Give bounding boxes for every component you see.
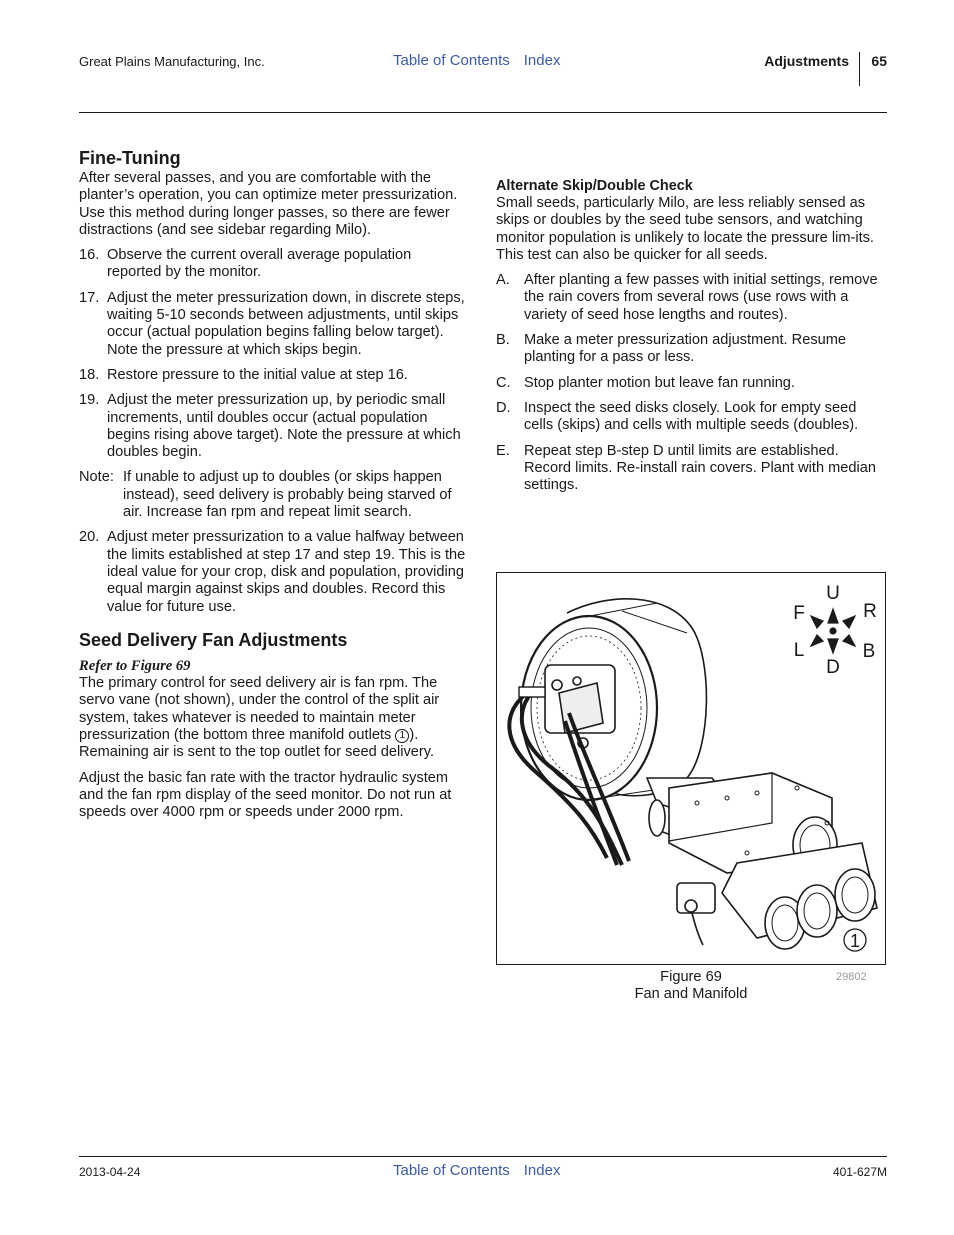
step-letter: D. (496, 399, 511, 416)
step-text: After planting a few passes with initial settings, remove the rain covers from several rows (use rows with a variety of seed hose lengths and routes). (524, 272, 878, 323)
fan-paragraph-1 (79, 675, 469, 761)
note (79, 469, 469, 521)
fan-paragraph-1-b: ). Remaining air is sent to the top outlet for seed delivery. (79, 727, 435, 761)
step-c (496, 375, 888, 392)
section-title: Adjustments (764, 53, 849, 69)
index-link[interactable]: Index (523, 1162, 561, 1179)
step-20 (79, 529, 469, 615)
step-16 (79, 247, 469, 282)
note-text: If unable to adjust up to doubles (or skips happen instead), seed delivery is probably being starved of air. Increase fan rpm and repeat limit search. (123, 469, 452, 521)
step-number: 17. (79, 289, 100, 306)
figure-number: Figure 69 (660, 969, 722, 985)
footer-rule (79, 1156, 887, 1157)
step-text: Adjust the meter pressurization up, by periodic small increments, until doubles occur (actual population begins rising above target). Note the pressure at which doubles begin. (107, 392, 461, 461)
step-text: Inspect the seed disks closely. Look for empty seed cells (skips) and cells with multiple seeds (doubles). (524, 399, 859, 434)
compass-front-label: F (793, 603, 805, 624)
step-number: 18. (79, 366, 100, 383)
step-text: Restore pressure to the initial value at step 16. (107, 366, 408, 383)
document-number: 401-627M (832, 1165, 887, 1179)
header-divider (859, 52, 860, 86)
page-footer (79, 1162, 887, 1186)
step-18 (79, 367, 469, 384)
figure-caption (496, 969, 886, 1004)
fan-paragraph-1-a: The primary control for seed delivery air is fan rpm. The servo vane (not shown), under the control of the split air system, takes whatever is needed to maintain meter pressurization (the bottom three manifold outlets (79, 675, 440, 744)
alternate-intro: Small seeds, particularly Milo, are less reliably sensed as skips or doubles by the seed tube sensors, and watching monitor population is unlikely to locate the pressure lim-its. This test can also be quicker for all seeds. (496, 195, 874, 263)
step-letter: B. (496, 332, 510, 349)
compass-back-label: B (862, 641, 876, 662)
note-label: Note: (79, 469, 114, 486)
compass-up-label: U (826, 583, 840, 604)
figure-image-id: 29802 (836, 971, 867, 983)
page-header (79, 52, 887, 92)
toc-link[interactable]: Table of Contents (393, 52, 510, 69)
step-e (496, 443, 888, 495)
header-rule (79, 112, 887, 113)
figure-69 (496, 572, 886, 965)
fan-paragraph-2: Adjust the basic fan rate with the tractor hydraulic system and the fan rpm display of the seed monitor. Do not run at speeds over 4000 rpm or speeds under 2000 rpm. (79, 769, 452, 821)
step-b (496, 332, 888, 367)
alternate-heading: Alternate Skip/Double Check (496, 178, 693, 194)
compass-rear-label: R (863, 601, 877, 622)
header-nav (393, 52, 574, 69)
step-d (496, 400, 888, 435)
footer-date: 2013-04-24 (79, 1165, 141, 1179)
step-letter: C. (496, 374, 511, 391)
index-link[interactable]: Index (523, 52, 561, 69)
step-letter: E. (496, 442, 510, 459)
company-name: Great Plains Manufacturing, Inc. (79, 54, 265, 69)
step-letter: A. (496, 272, 510, 289)
figure-reference: Refer to Figure 69 (79, 657, 191, 674)
fan-manifold-illustration (497, 573, 885, 964)
callout-1-icon: 1 (395, 729, 409, 743)
step-text: Observe the current overall average population reported by the monitor. (107, 247, 412, 281)
fan-heading: Seed Delivery Fan Adjustments (79, 629, 348, 650)
step-text: Repeat step B-step D until limits are established. Record limits. Re-install rain covers. Plant with median settings. (524, 442, 876, 494)
step-text: Adjust meter pressurization to a value halfway between the limits established at step 17 and step 19. This is the ideal value for your crop, disk and population, providing equal margin against skips and doubles. Record this value for future use. (107, 529, 466, 615)
footer-nav (393, 1162, 574, 1179)
step-text: Adjust the meter pressurization down, in discrete steps, waiting 5-10 seconds between adjustments, until skips occur (actual population begins falling below target). Note the pressure at which skips begin. (107, 289, 465, 358)
figure-title: Fan and Manifold (634, 986, 748, 1003)
step-17 (79, 290, 469, 359)
step-text: Make a meter pressurization adjustment. Resume planting for a pass or less. (524, 332, 847, 366)
compass-down-label: D (826, 657, 840, 678)
fine-tuning-heading: Fine-Tuning (79, 148, 181, 168)
page-number: 65 (871, 53, 887, 69)
step-number: 16. (79, 247, 100, 264)
callout-1-label: 1 (849, 931, 861, 951)
right-column (496, 178, 888, 502)
left-column (79, 146, 469, 830)
step-19 (79, 392, 469, 461)
fine-tuning-intro: After several passes, and you are comfortable with the planter’s operation, you can optimize meter pressurization. Use this method during longer passes, so there are fewer distractions (and see sidebar regarding Milo). (79, 170, 458, 238)
toc-link[interactable]: Table of Contents (393, 1162, 510, 1179)
compass-left-label: L (793, 640, 805, 661)
step-number: 20. (79, 529, 100, 546)
step-a (496, 272, 888, 324)
step-text: Stop planter motion but leave fan running. (524, 374, 795, 391)
step-number: 19. (79, 392, 100, 409)
